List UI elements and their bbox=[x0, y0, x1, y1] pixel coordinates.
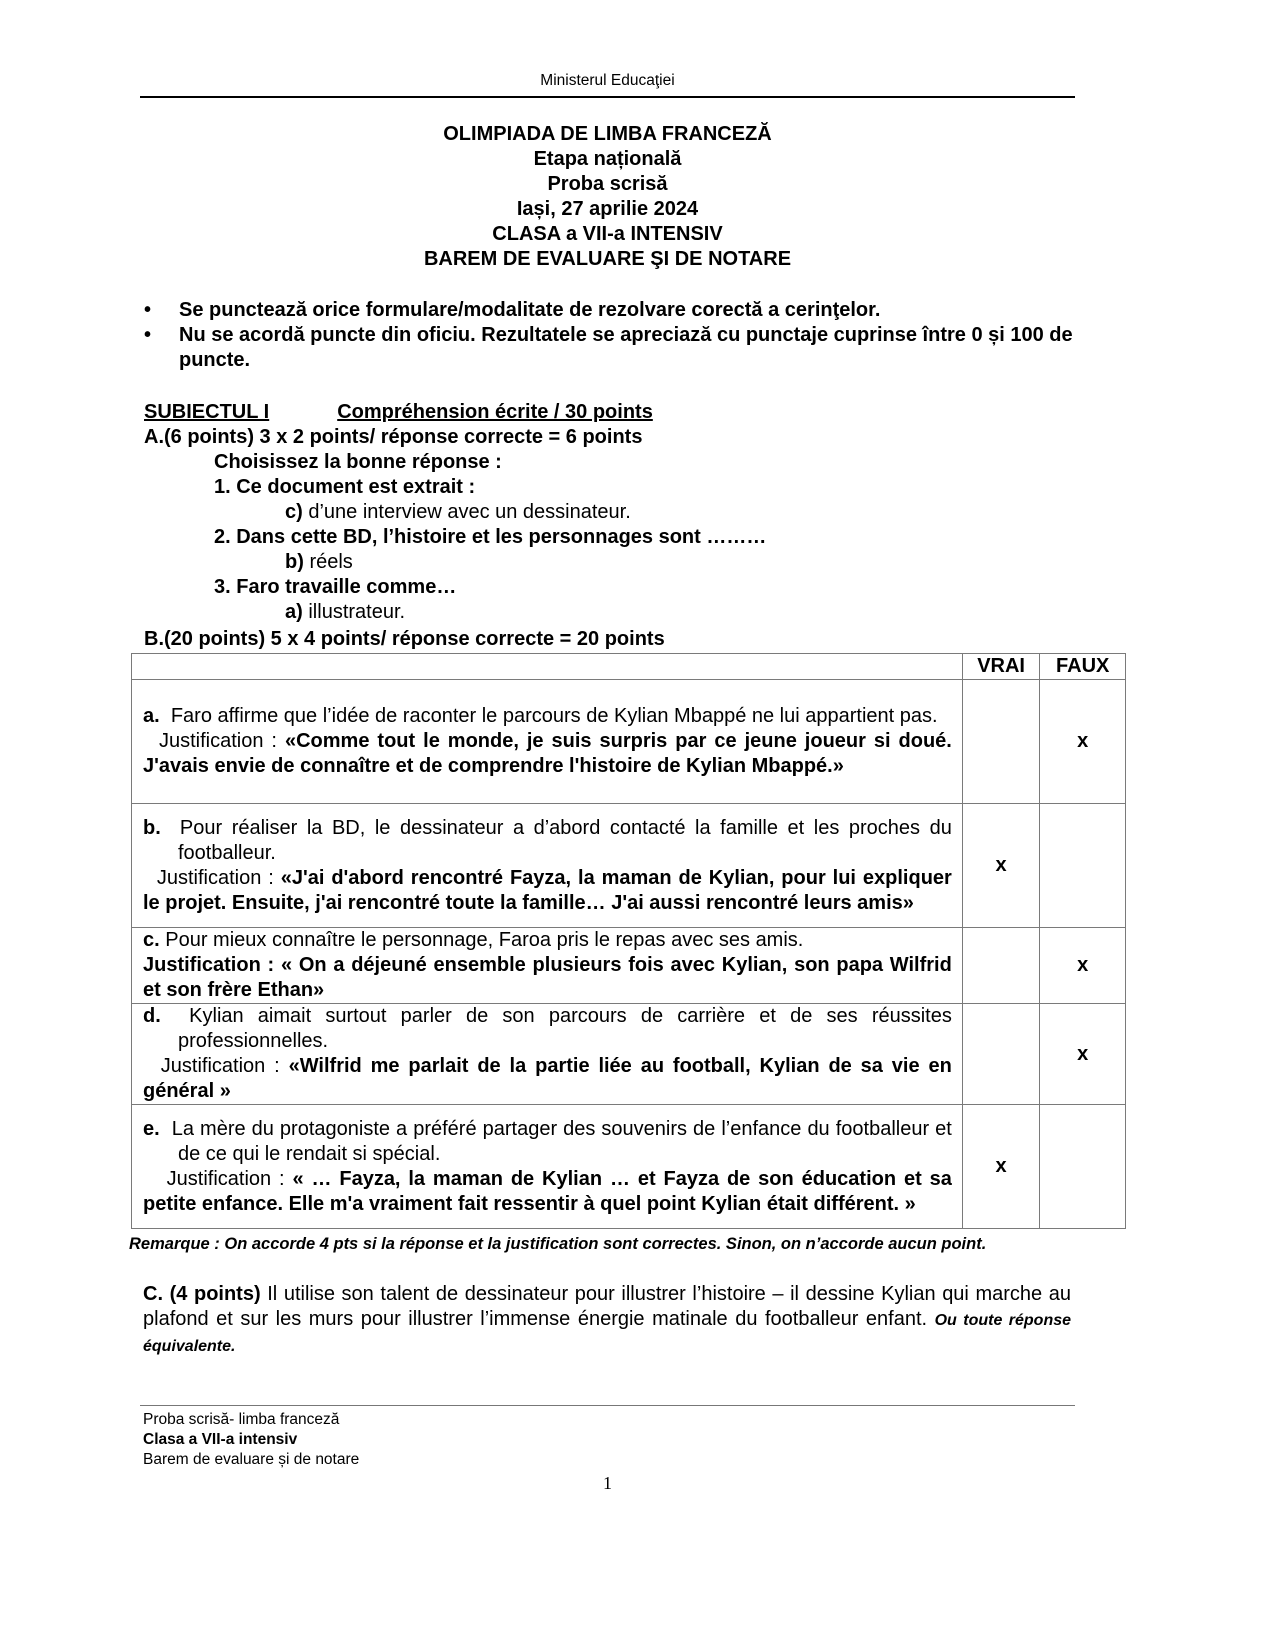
vrai-mark bbox=[962, 928, 1040, 1004]
answer-3: a) illustrateur. bbox=[285, 601, 406, 623]
justification-text: « … Fayza, la maman de Kylian … et Fayza de son éducation et sa petite enfance. Elle m'a vraiment fait ressentir à quel point Kylian était différent. » bbox=[143, 1167, 952, 1215]
question-1: 1. Ce document est extrait : bbox=[214, 476, 476, 498]
header-divider bbox=[140, 96, 1075, 98]
grading-title: BAREM DE EVALUARE ŞI DE NOTARE bbox=[423, 248, 792, 270]
statement-text: Pour réaliser la BD, le dessinateur a d’abord contacté la famille et les proches du footballeur. bbox=[178, 816, 952, 864]
exam-date: Iași, 27 aprilie 2024 bbox=[516, 198, 699, 220]
statement-cell: e. La mère du protagoniste a préféré partager des souvenirs de l’enfance du footballeur et de ce qui le rendait si spécial. Justification : « … Fayza, la maman de Kylian … et Fayza de son éducation et sa petite enfance. Elle m'a vraiment fait ressentir à quel point Kylian était différent. » bbox=[132, 1105, 963, 1229]
statement-column-header bbox=[132, 654, 963, 680]
question-3: 3. Faro travaille comme… bbox=[214, 576, 457, 598]
olympiad-title: OLIMPIADA DE LIMBA FRANCEZĂ bbox=[443, 123, 772, 145]
subject-heading bbox=[144, 400, 1084, 425]
table-row bbox=[132, 680, 1126, 804]
statement-cell: a. Faro affirme que l’idée de raconter le parcours de Kylian Mbappé ne lui appartient pas. Justification : «Comme tout le monde, je suis surpris par ce jeune joueur si doué. J'avais envie de connaître et de comprendre l'histoire de Kylian Mbappé.» bbox=[132, 680, 963, 804]
statement-cell: c. Pour mieux connaître le personnage, Faroa pris le repas avec ses amis. Justification : « On a déjeuné ensemble plusieurs fois avec Kylian, son papa Wilfrid et son frère Ethan» bbox=[132, 928, 963, 1004]
table-header-row bbox=[132, 654, 1126, 680]
justification-label: Justification : bbox=[156, 866, 274, 889]
vrai-mark: x bbox=[962, 804, 1040, 928]
faux-mark: x bbox=[1040, 928, 1126, 1004]
table-row bbox=[132, 928, 1126, 1004]
statement-text: La mère du protagoniste a préféré partager des souvenirs de l’enfance du footballeur et de ce qui le rendait si spécial. bbox=[171, 1117, 952, 1165]
exam-type: Proba scrisă bbox=[547, 173, 668, 195]
footer-exam: Proba scrisă- limba franceză bbox=[143, 1411, 340, 1428]
part-a-instruction: Choisissez la bonne réponse : bbox=[214, 451, 502, 473]
subject-title: Compréhension écrite / 30 points bbox=[337, 401, 653, 423]
part-c-answer: Il utilise son talent de dessinateur pour illustrer l’histoire – il dessine Kylian qui marche au plafond et sur les murs pour illustrer l’immense énergie matinale du footballeur enfant. bbox=[143, 1283, 1072, 1330]
justification-label: Justification : bbox=[158, 730, 277, 752]
statement-text: Kylian aimait surtout parler de son parcours de carrière et de ses réussites professionnelles. bbox=[178, 1005, 952, 1052]
part-c-note: Ou toute réponse équivalente. bbox=[143, 1312, 1072, 1355]
footer-doc-type: Barem de evaluare și de notare bbox=[143, 1451, 360, 1468]
rule-item: • Nu se acordă puncte din oficiu. Rezultatele se apreciază cu punctaje cuprinse între 0 și 100 de puncte. bbox=[144, 324, 1073, 371]
faux-mark: x bbox=[1040, 1004, 1126, 1105]
bullet-icon: • bbox=[144, 299, 152, 321]
bullet-icon: • bbox=[144, 324, 152, 346]
vrai-column-header: VRAI bbox=[962, 654, 1040, 680]
justification-text: «Wilfrid me parlait de la partie liée au football, Kylian de sa vie en général » bbox=[143, 1055, 952, 1102]
footer-divider bbox=[140, 1405, 1075, 1406]
class-level: CLASA a VII-a INTENSIV bbox=[492, 223, 723, 245]
statement-text: Faro affirme que l’idée de raconter le parcours de Kylian Mbappé ne lui appartient pas. bbox=[170, 705, 938, 727]
justification-text: «Comme tout le monde, je suis surpris par ce jeune joueur si doué. J'avais envie de connaître et de comprendre l'histoire de Kylian Mbappé.» bbox=[143, 730, 952, 777]
part-b-heading: B.(20 points) 5 x 4 points/ réponse correcte = 20 points bbox=[144, 628, 665, 650]
stage-title: Etapa națională bbox=[533, 148, 682, 170]
footer-class: Clasa a VII-a intensiv bbox=[143, 1431, 298, 1448]
justification-text: «J'ai d'abord rencontré Fayza, la maman de Kylian, pour lui expliquer le projet. Ensuite, j'ai rencontré toute la famille… J'ai aussi rencontré leurs amis» bbox=[143, 866, 952, 914]
faux-mark bbox=[1040, 1105, 1126, 1229]
rule-item: • Se punctează orice formulare/modalitate de rezolvare corectă a cerinţelor. bbox=[144, 299, 881, 321]
faux-mark: x bbox=[1040, 680, 1126, 804]
scoring-remark: Remarque : On accorde 4 pts si la réponse et la justification sont correctes. Sinon, on n’accorde aucun point. bbox=[129, 1235, 987, 1253]
true-false-table bbox=[131, 653, 1126, 1229]
grading-rules bbox=[140, 298, 1075, 373]
table-row bbox=[132, 1004, 1126, 1105]
justification-label: Justification : bbox=[160, 1055, 280, 1077]
vrai-mark: x bbox=[962, 1105, 1040, 1229]
ministry-header: Ministerul Educaţiei bbox=[540, 72, 675, 89]
answer-1: c) d’une interview avec un dessinateur. bbox=[285, 501, 631, 523]
subject-label: SUBIECTUL I bbox=[144, 401, 270, 423]
page-number: 1 bbox=[603, 1473, 612, 1493]
vrai-mark bbox=[962, 1004, 1040, 1105]
table-row bbox=[132, 1105, 1126, 1229]
faux-column-header: FAUX bbox=[1040, 654, 1126, 680]
vrai-mark bbox=[962, 680, 1040, 804]
part-c-heading: C. (4 points) bbox=[143, 1283, 261, 1305]
statement-cell: b. Pour réaliser la BD, le dessinateur a d’abord contacté la famille et les proches du footballeur. Justification : «J'ai d'abord rencontré Fayza, la maman de Kylian, pour lui expliquer le projet. Ensuite, j'ai rencontré toute la famille… J'ai aussi rencontré leurs amis» bbox=[132, 804, 963, 928]
part-c bbox=[143, 1282, 1071, 1359]
justification-label: Justification : bbox=[166, 1167, 285, 1190]
page-footer bbox=[143, 1410, 359, 1470]
statement-cell: d. Kylian aimait surtout parler de son parcours de carrière et de ses réussites professionnelles. Justification : «Wilfrid me parlait de la partie liée au football, Kylian de sa vie en général » bbox=[132, 1004, 963, 1105]
part-a-heading: A.(6 points) 3 x 2 points/ réponse correcte = 6 points bbox=[144, 426, 643, 448]
table-row bbox=[132, 804, 1126, 928]
faux-mark bbox=[1040, 804, 1126, 928]
justification-text: « On a déjeuné ensemble plusieurs fois avec Kylian, son papa Wilfrid et son frère Ethan» bbox=[143, 954, 952, 1001]
statement-text: Pour mieux connaître le personnage, Faroa pris le repas avec ses amis. bbox=[165, 929, 804, 951]
part-a bbox=[144, 425, 1084, 625]
document-title-block bbox=[140, 122, 1075, 272]
justification-label: Justification : bbox=[143, 954, 275, 976]
question-2: 2. Dans cette BD, l’histoire et les personnages sont ……… bbox=[214, 526, 767, 548]
answer-2: b) réels bbox=[285, 551, 353, 573]
